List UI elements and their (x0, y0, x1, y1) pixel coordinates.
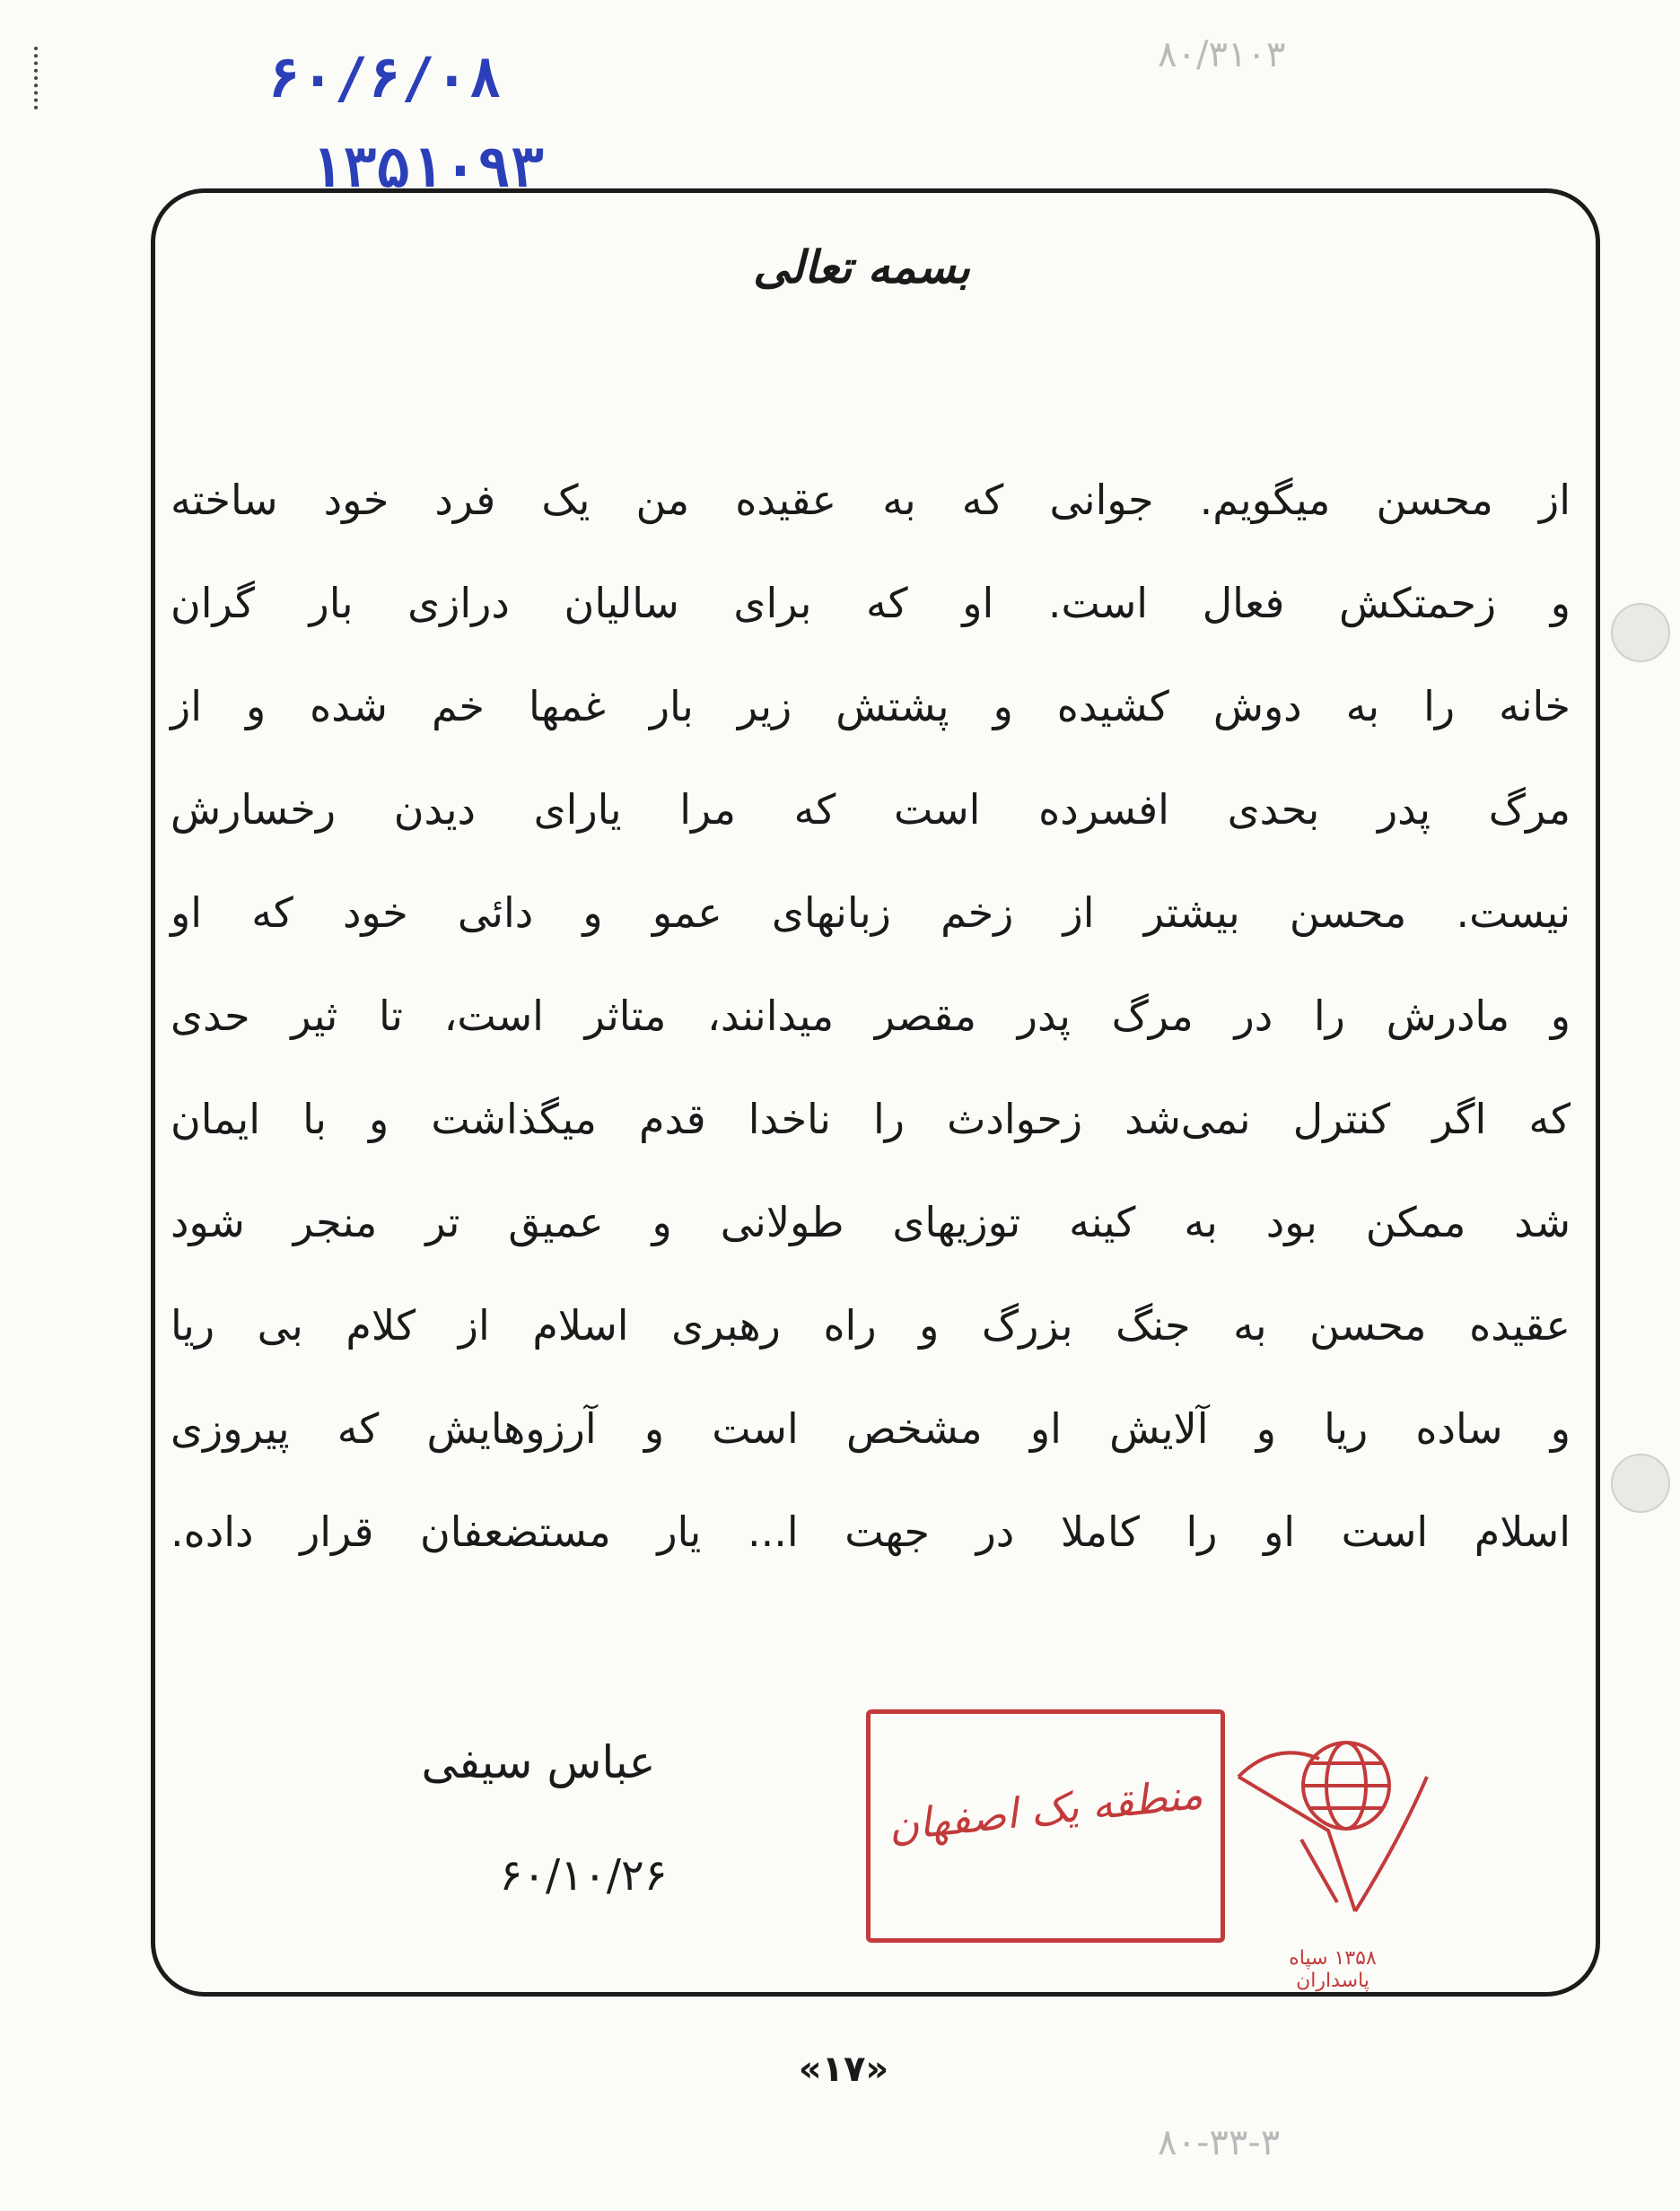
organization-logo-icon (1221, 1723, 1454, 1920)
letter-line: عقیده محسن به جنگ بزرگ و راه رهبری اسلام از کلام بی ریا (171, 1301, 1571, 1350)
letter-line: شد ممکن بود به کینه توزیهای طولانی و عمیق تر منجر شود (171, 1198, 1571, 1246)
page-number: «۱۷» (798, 2049, 889, 2090)
bleed-through-number: ۸۰/۳۱۰۳ (1158, 34, 1286, 75)
punch-hole-top (1611, 603, 1670, 662)
letter-title: بسمه تعالی (753, 240, 970, 293)
letter-line: از محسن میگویم. جوانی که به عقیده من یک فرد خود ساخته (171, 476, 1571, 524)
letter-line: و زحمتکش فعال است. او که برای سالیان درازی بار گران (171, 579, 1571, 627)
letter-line: اسلام است او را کاملا در جهت ا... یار مستضعفان قرار داده. (171, 1508, 1571, 1556)
reference-number-2: ۱۳۵۱۰۹۳ (310, 135, 545, 200)
logo-caption: ۱۳۵۸ سپاه پاسداران (1289, 1947, 1377, 1992)
letter-line: نیست. محسن بیشتر از زخم زبانهای عمو و دائی خود که او (171, 888, 1571, 937)
letter-line: و ساده ریا و آلایش او مشخص است و آرزوهایش که پیروزی (171, 1404, 1571, 1453)
red-stamp (866, 1709, 1225, 1943)
bleed-through-number-bottom: ۸۰-۳۳-۳ (1158, 2122, 1281, 2163)
signature-name: عباس سیفی (421, 1736, 656, 1788)
letter-line: خانه را به دوش کشیده و پشتش زیر بار غمها خم شده و از (171, 682, 1571, 730)
letter-line: مرگ پدر بحدی افسرده است که مرا یارای دیدن رخسارش (171, 785, 1571, 834)
punch-hole-bottom (1611, 1454, 1670, 1513)
letter-line: و مادرش را در مرگ پدر مقصر میدانند، متاثر است، تا ثیر حدی (171, 992, 1571, 1040)
letter-date: ۶۰/۱۰/۲۶ (499, 1850, 668, 1901)
stamp-text: منطقه یک اصفهان (886, 1769, 1205, 1851)
reference-number-1: ۶۰/۶/۰۸ (267, 45, 503, 110)
margin-dots (34, 47, 45, 109)
letter-body (171, 449, 1571, 1584)
letter-line: که اگر کنترل نمی‌شد زحوادث را ناخدا قدم میگذاشت و با ایمان (171, 1095, 1571, 1143)
